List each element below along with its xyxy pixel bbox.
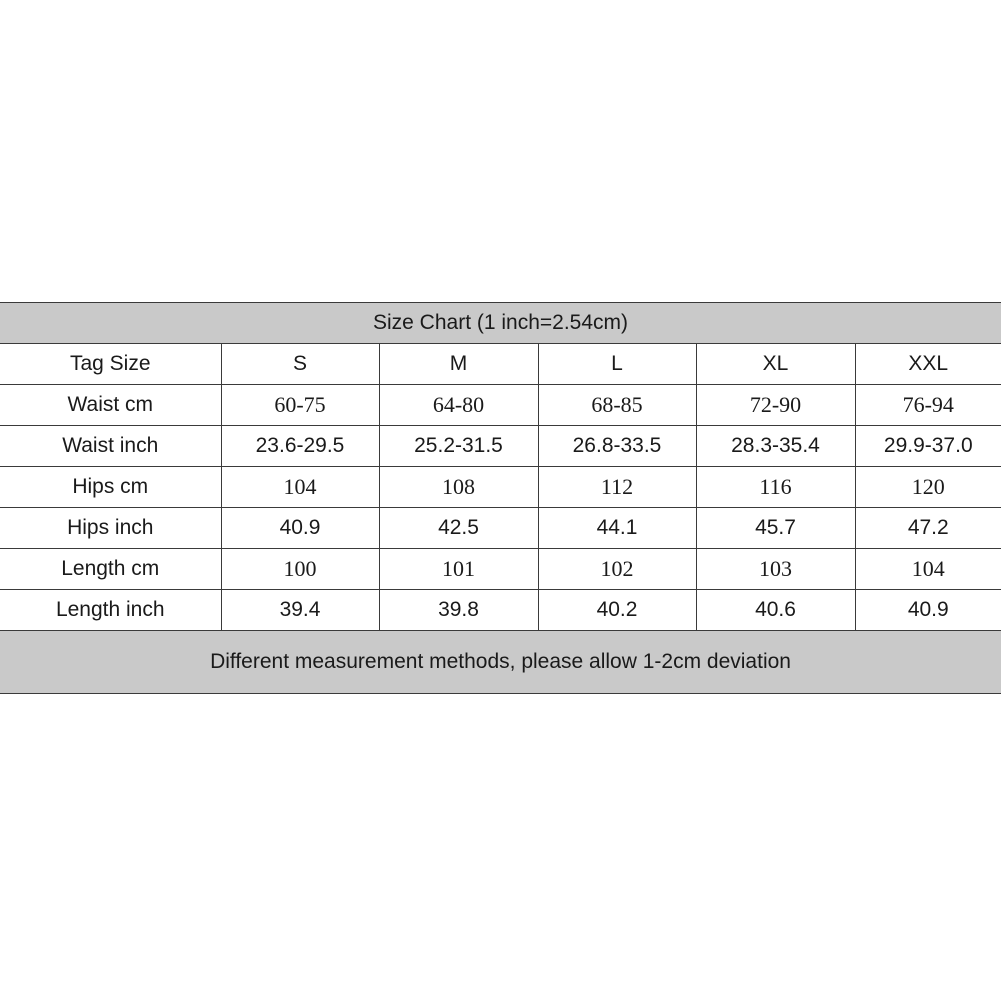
table-cell: 23.6-29.5 [221, 426, 379, 467]
table-cell: 108 [379, 467, 538, 508]
table-cell: 29.9-37.0 [855, 426, 1001, 467]
table-cell: 72-90 [696, 385, 855, 426]
table-cell: 104 [221, 467, 379, 508]
tag-size-label: Tag Size [0, 344, 221, 385]
note-row [0, 631, 1001, 694]
table-row-waist-inch [0, 426, 1001, 467]
table-row-hips-cm [0, 467, 1001, 508]
title-row [0, 303, 1001, 344]
row-label: Waist inch [0, 426, 221, 467]
table-cell: 44.1 [538, 508, 696, 549]
table-cell: 40.9 [221, 508, 379, 549]
table-cell: 116 [696, 467, 855, 508]
size-header-xl: XL [696, 344, 855, 385]
size-chart-table [0, 302, 1001, 694]
table-cell: 25.2-31.5 [379, 426, 538, 467]
row-label: Waist cm [0, 385, 221, 426]
table-row-length-inch [0, 590, 1001, 631]
table-row-hips-inch [0, 508, 1001, 549]
row-label: Length inch [0, 590, 221, 631]
table-cell: 42.5 [379, 508, 538, 549]
table-cell: 120 [855, 467, 1001, 508]
deviation-note: Different measurement methods, please allow 1-2cm deviation [0, 631, 1001, 694]
table-cell: 40.2 [538, 590, 696, 631]
table-cell: 47.2 [855, 508, 1001, 549]
table-cell: 26.8-33.5 [538, 426, 696, 467]
table-cell: 68-85 [538, 385, 696, 426]
size-header-m: M [379, 344, 538, 385]
row-label: Hips cm [0, 467, 221, 508]
size-header-s: S [221, 344, 379, 385]
row-label: Hips inch [0, 508, 221, 549]
table-cell: 104 [855, 549, 1001, 590]
table-cell: 28.3-35.4 [696, 426, 855, 467]
table-cell: 76-94 [855, 385, 1001, 426]
table-cell: 40.6 [696, 590, 855, 631]
table-cell: 64-80 [379, 385, 538, 426]
row-label: Length cm [0, 549, 221, 590]
table-cell: 100 [221, 549, 379, 590]
table-cell: 39.8 [379, 590, 538, 631]
table-row-length-cm [0, 549, 1001, 590]
table-cell: 45.7 [696, 508, 855, 549]
table-cell: 101 [379, 549, 538, 590]
chart-title: Size Chart (1 inch=2.54cm) [0, 303, 1001, 344]
table-cell: 103 [696, 549, 855, 590]
header-row [0, 344, 1001, 385]
table-cell: 39.4 [221, 590, 379, 631]
table-row-waist-cm [0, 385, 1001, 426]
table-cell: 112 [538, 467, 696, 508]
table-cell: 102 [538, 549, 696, 590]
table-cell: 60-75 [221, 385, 379, 426]
size-header-xxl: XXL [855, 344, 1001, 385]
size-header-l: L [538, 344, 696, 385]
table-cell: 40.9 [855, 590, 1001, 631]
